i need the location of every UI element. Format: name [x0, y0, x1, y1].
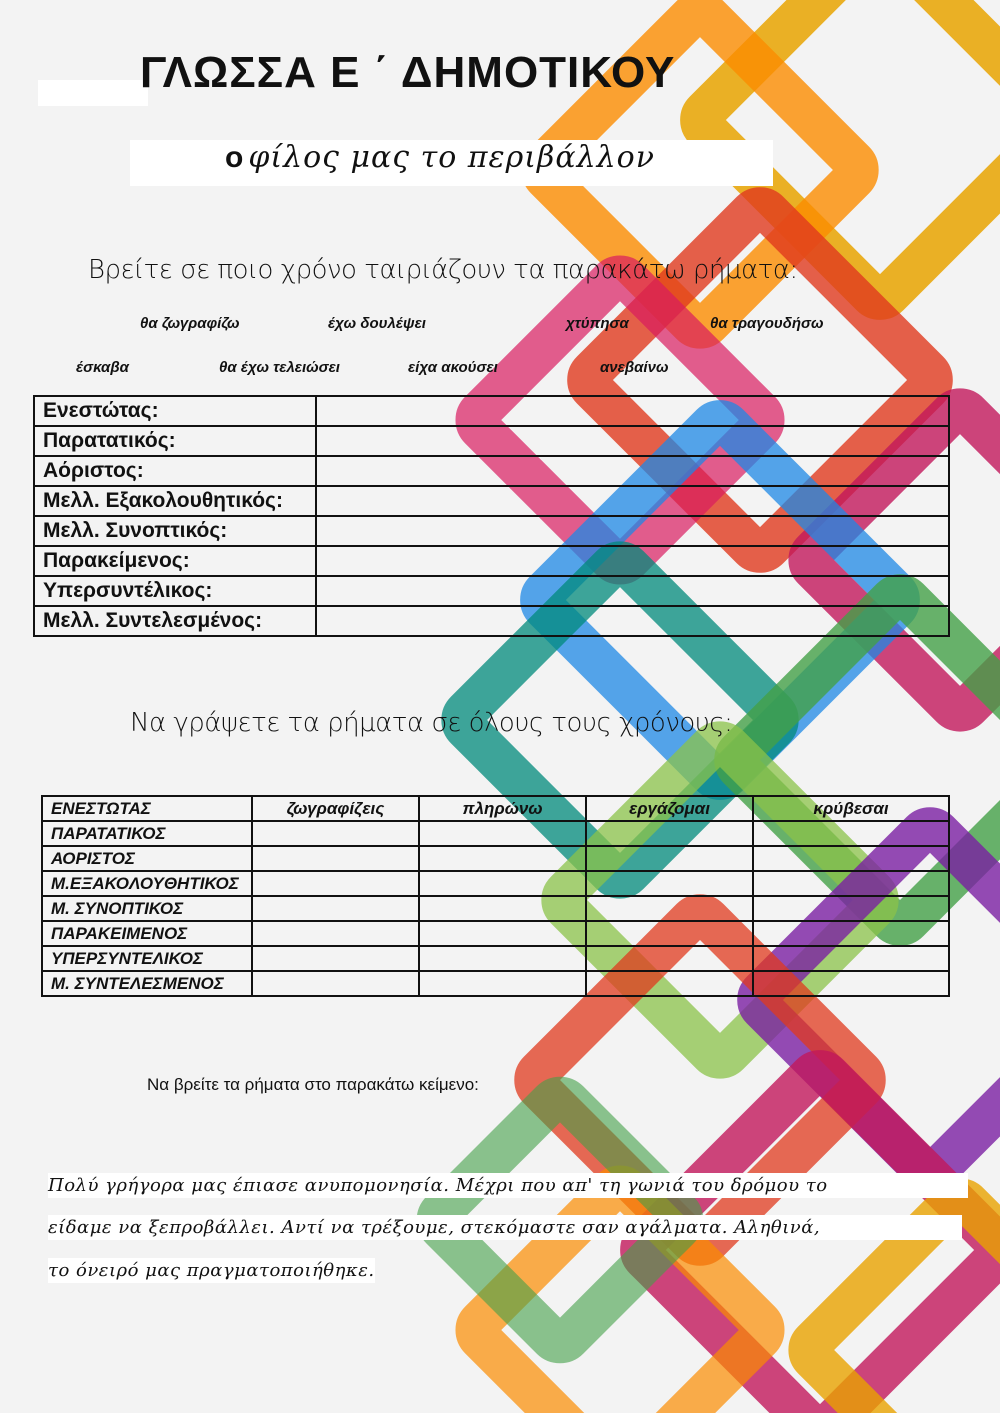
column-header: πληρώνω	[419, 796, 586, 821]
answer-cell[interactable]	[419, 971, 586, 996]
row-label: Μ. ΣΥΝΤΕΛΕΣΜΕΝΟΣ	[42, 971, 252, 996]
answer-cell[interactable]	[753, 896, 949, 921]
exercise1-heading: Βρείτε σε ποιο χρόνο ταιριάζουν τα παρακάτω ρήματα:	[88, 255, 798, 285]
row-label: Μ. ΣΥΝΟΠΤΙΚΟΣ	[42, 896, 252, 921]
tense-label: Παρατατικός:	[34, 426, 316, 456]
answer-cell[interactable]	[586, 871, 753, 896]
tense-label: Υπερσυντέλικος:	[34, 576, 316, 606]
answer-cell[interactable]	[586, 946, 753, 971]
table-header-row	[42, 796, 949, 821]
answer-cell[interactable]	[753, 821, 949, 846]
table-row	[34, 606, 949, 636]
table-row	[34, 576, 949, 606]
answer-cell[interactable]	[252, 821, 419, 846]
answer-cell[interactable]	[252, 921, 419, 946]
table-row	[34, 516, 949, 546]
tense-label: Αόριστος:	[34, 456, 316, 486]
verb-word: έσκαβα	[76, 359, 129, 376]
table-row	[42, 821, 949, 846]
passage-line: είδαμε να ξεπροβάλλει. Αντί να τρέξουμε, στεκόμαστε σαν αγάλματα. Αληθινά,	[48, 1215, 962, 1240]
tense-label: Μελλ. Εξακολουθητικός:	[34, 486, 316, 516]
tense-label: Μελλ. Συντελεσμένος:	[34, 606, 316, 636]
table-row	[42, 871, 949, 896]
table-row	[34, 486, 949, 516]
passage-line: Πολύ γρήγορα μας έπιασε ανυπομονησία. Μέχρι που απ' τη γωνιά του δρόμου το	[48, 1173, 968, 1198]
row-label: ΥΠΕΡΣΥΝΤΕΛΙΚΟΣ	[42, 946, 252, 971]
answer-cell[interactable]	[419, 821, 586, 846]
column-header: εργάζομαι	[586, 796, 753, 821]
table-row	[42, 846, 949, 871]
answer-cell[interactable]	[252, 946, 419, 971]
tense-label: Ενεστώτας:	[34, 396, 316, 426]
answer-cell[interactable]	[316, 576, 949, 606]
answer-cell[interactable]	[753, 946, 949, 971]
answer-cell[interactable]	[586, 846, 753, 871]
passage-line: το όνειρό μας πραγματοποιήθηκε.	[48, 1260, 375, 1281]
table-row	[34, 396, 949, 426]
verb-word: έχω δουλέψει	[328, 315, 426, 332]
title-white-patch	[38, 80, 148, 106]
answer-cell[interactable]	[586, 921, 753, 946]
answer-cell[interactable]	[419, 946, 586, 971]
answer-cell[interactable]	[753, 846, 949, 871]
answer-cell[interactable]	[586, 896, 753, 921]
answer-cell[interactable]	[753, 971, 949, 996]
answer-cell[interactable]	[252, 846, 419, 871]
conjugation-table	[41, 795, 950, 997]
subtitle-text: φίλος μας το περιβάλλον	[248, 140, 655, 175]
table-row	[42, 946, 949, 971]
tense-label: Μελλ. Συνοπτικός:	[34, 516, 316, 546]
subtitle-prefix: ο	[225, 141, 245, 174]
answer-cell[interactable]	[316, 546, 949, 576]
answer-cell[interactable]	[316, 606, 949, 636]
answer-cell[interactable]	[586, 971, 753, 996]
table-row	[42, 971, 949, 996]
verb-word: είχα ακούσει	[408, 359, 498, 376]
answer-cell[interactable]	[316, 396, 949, 426]
tense-match-table	[33, 395, 950, 637]
answer-cell[interactable]	[753, 921, 949, 946]
answer-cell[interactable]	[316, 426, 949, 456]
answer-cell[interactable]	[419, 871, 586, 896]
verb-word: θα ζωγραφίζω	[140, 315, 240, 332]
answer-cell[interactable]	[753, 871, 949, 896]
row-label: ΠΑΡΑΤΑΤΙΚΟΣ	[42, 821, 252, 846]
tense-label: Παρακείμενος:	[34, 546, 316, 576]
answer-cell[interactable]	[252, 896, 419, 921]
answer-cell[interactable]	[252, 871, 419, 896]
row-label: ΠΑΡΑΚΕΙΜΕΝΟΣ	[42, 921, 252, 946]
verb-word: ανεβαίνω	[600, 359, 669, 376]
row-label: ΑΟΡΙΣΤΟΣ	[42, 846, 252, 871]
column-header: κρύβεσαι	[753, 796, 949, 821]
answer-cell[interactable]	[316, 516, 949, 546]
exercise3-instruction: Να βρείτε τα ρήματα στο παρακάτω κείμενο:	[147, 1075, 479, 1094]
answer-cell[interactable]	[419, 846, 586, 871]
column-header: ΕΝΕΣΤΩΤΑΣ	[42, 796, 252, 821]
table-row	[34, 546, 949, 576]
page-subtitle	[225, 140, 655, 175]
verb-word: θα τραγουδήσω	[710, 315, 824, 332]
answer-cell[interactable]	[419, 921, 586, 946]
answer-cell[interactable]	[316, 486, 949, 516]
answer-cell[interactable]	[586, 821, 753, 846]
row-label: Μ.ΕΞΑΚΟΛΟΥΘΗΤΙΚΟΣ	[42, 871, 252, 896]
table-row	[34, 426, 949, 456]
table-row	[42, 896, 949, 921]
answer-cell[interactable]	[252, 971, 419, 996]
answer-cell[interactable]	[316, 456, 949, 486]
table-row	[42, 921, 949, 946]
table-row	[34, 456, 949, 486]
verb-word: χτύπησα	[566, 315, 629, 332]
verb-word: θα έχω τελειώσει	[219, 359, 340, 376]
exercise2-heading: Να γράψετε τα ρήματα σε όλους τους χρόνους:	[130, 708, 733, 738]
column-header: ζωγραφίζεις	[252, 796, 419, 821]
page-title: ΓΛΩΣΣΑ Ε ΄ ΔΗΜΟΤΙΚΟΥ	[140, 48, 676, 97]
answer-cell[interactable]	[419, 896, 586, 921]
